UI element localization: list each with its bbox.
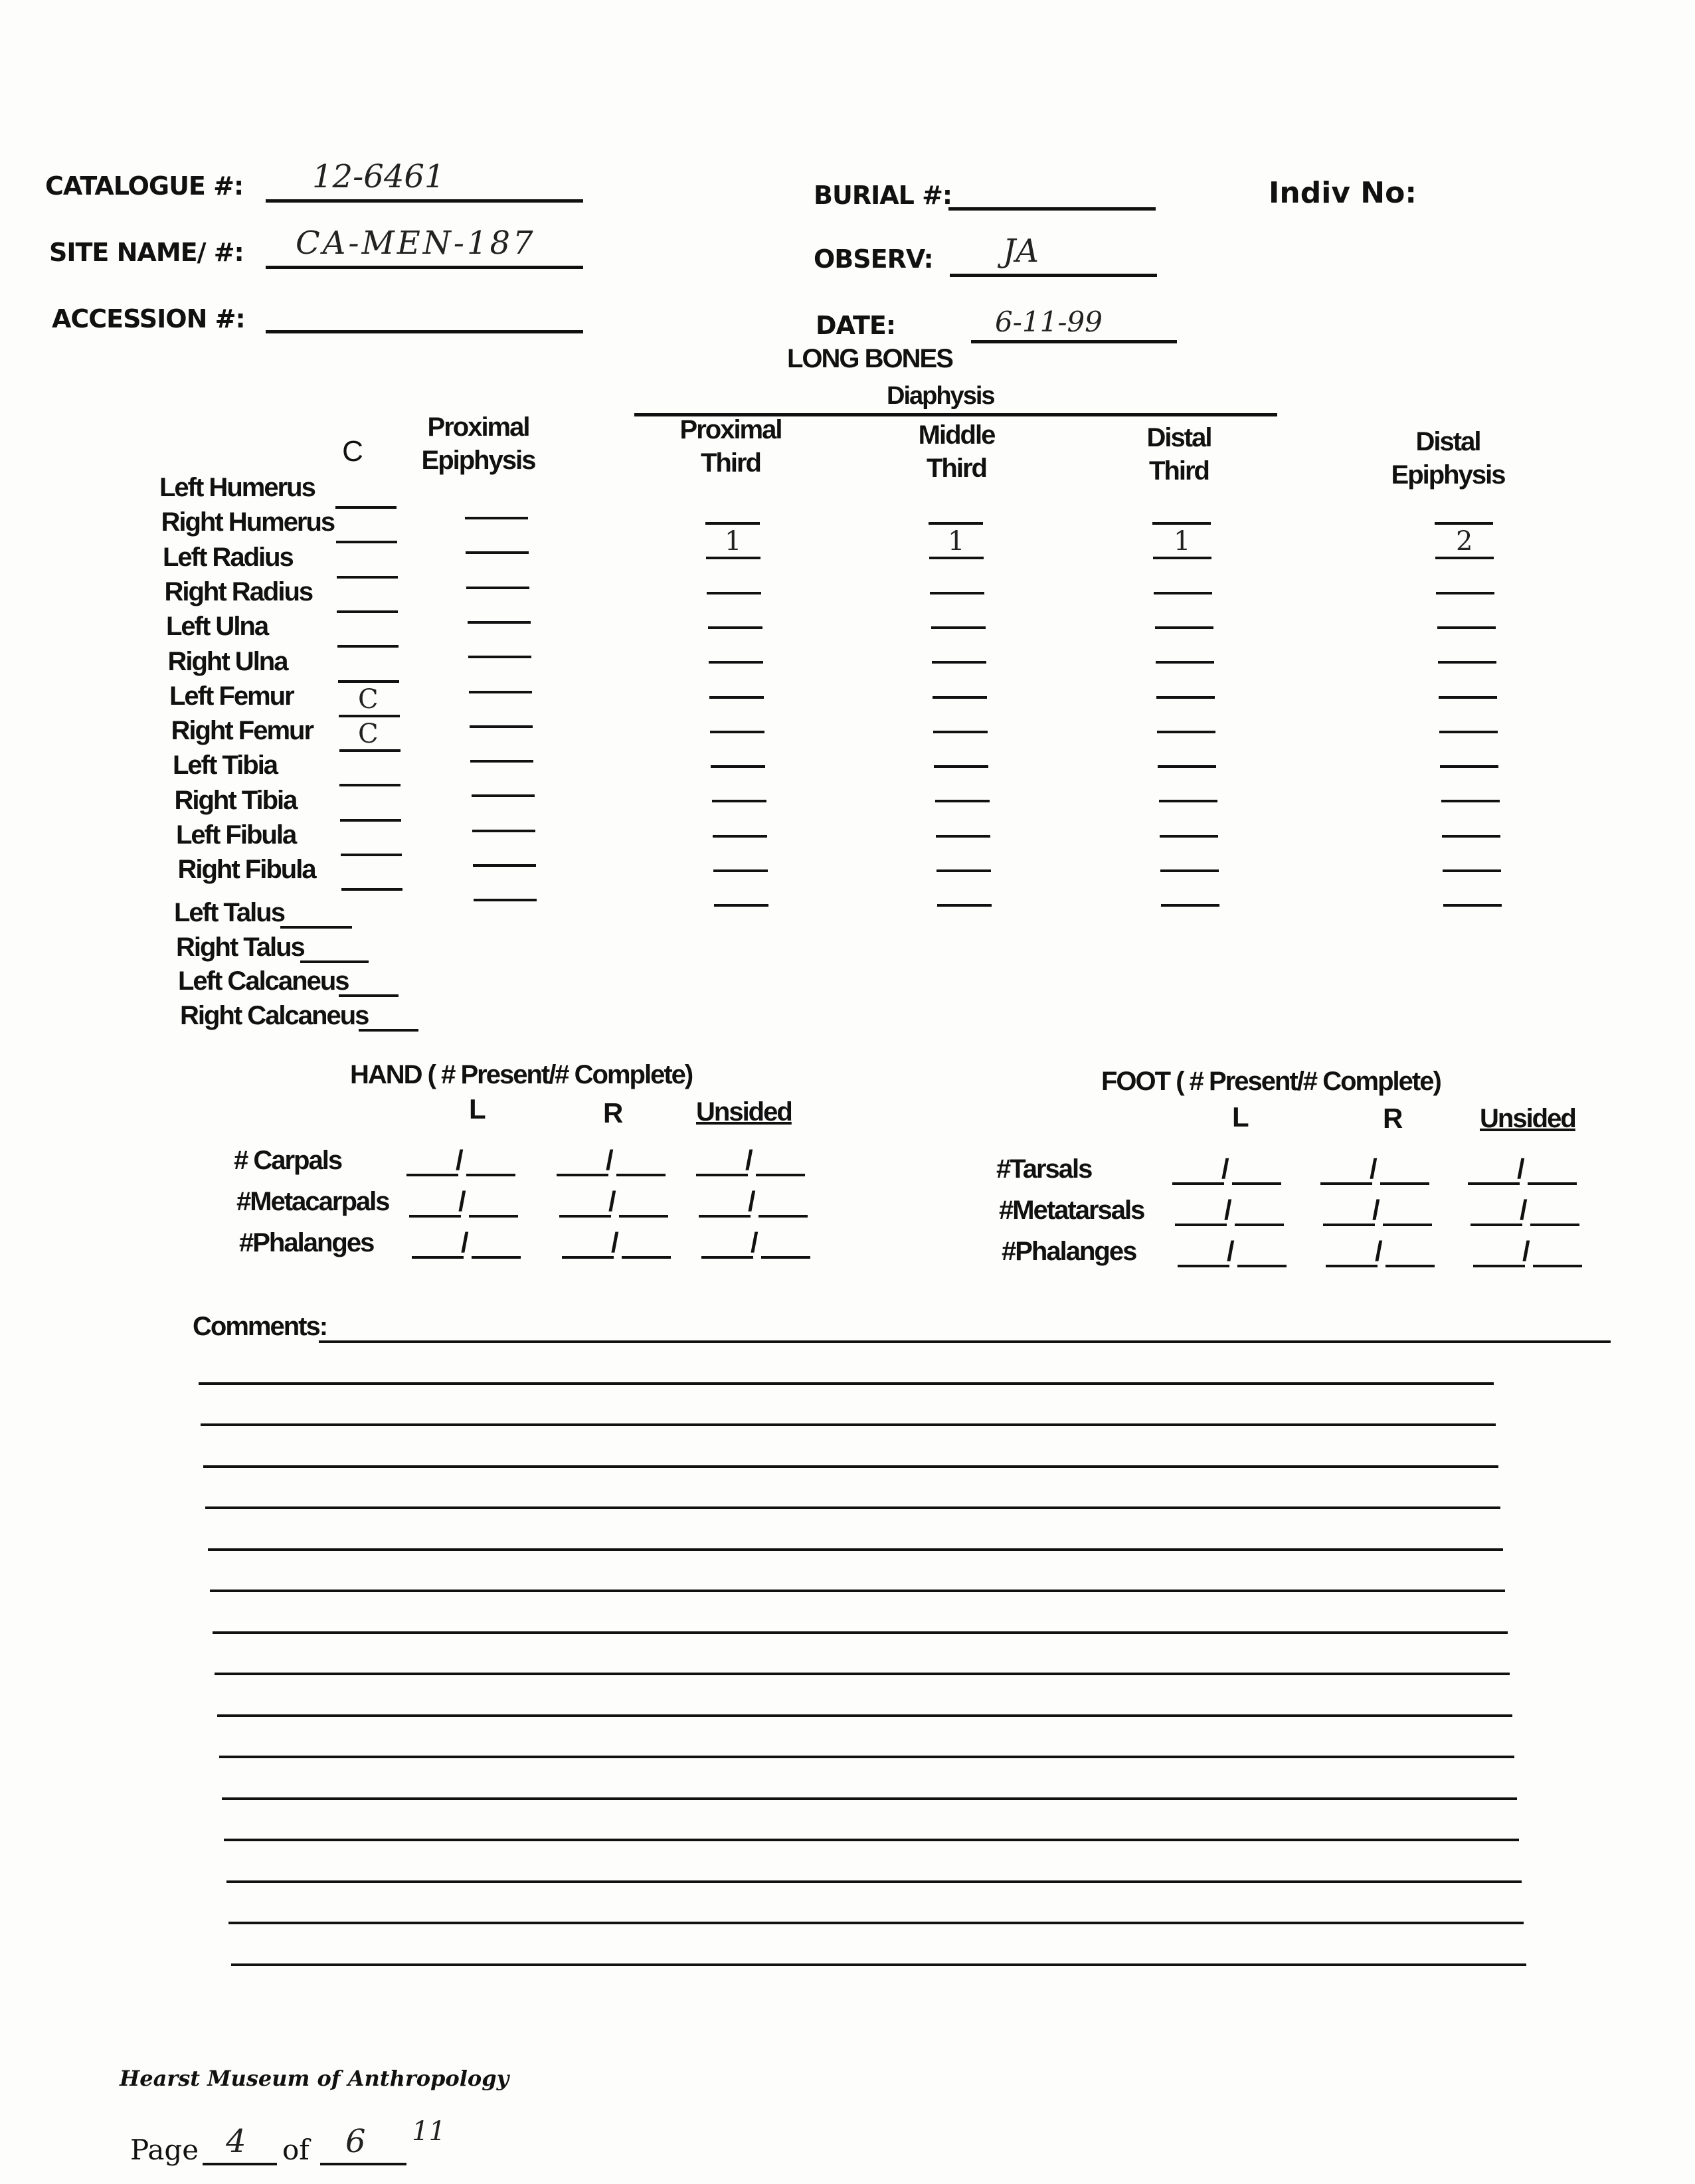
comment-line[interactable]: [201, 1423, 1496, 1426]
foot-complete-entry[interactable]: [1385, 1265, 1435, 1267]
slash-divider: /: [461, 1227, 469, 1258]
observ-field-line[interactable]: [950, 274, 1157, 277]
bone-entry-de[interactable]: [1441, 800, 1500, 802]
hand-complete-entry[interactable]: [622, 1256, 671, 1259]
comment-line[interactable]: [199, 1382, 1494, 1385]
foot-present-entry[interactable]: [1323, 1224, 1375, 1226]
bone-entry-pt[interactable]: [707, 592, 761, 594]
hand-unsided-header: Unsided: [696, 1097, 792, 1127]
hand-present-entry[interactable]: [412, 1256, 464, 1259]
hand-present-entry[interactable]: [406, 1174, 458, 1176]
bone-entry-c[interactable]: [337, 610, 398, 613]
bone-entry-pt[interactable]: [712, 800, 766, 802]
bone-entry-de[interactable]: [1442, 835, 1500, 838]
bone-row-label: Right Femur: [171, 716, 313, 746]
bone-entry-pe[interactable]: [470, 725, 533, 728]
bone-entry-de[interactable]: [1435, 522, 1493, 525]
bone-row-label: Left Tibia: [173, 751, 278, 780]
foot-row-label: #Metatarsals: [999, 1196, 1144, 1225]
catalogue-label: CATALOGUE #:: [45, 171, 244, 201]
bone-entry-pe[interactable]: [466, 551, 529, 554]
bone-entry-value[interactable]: 2: [1456, 526, 1473, 557]
bone-entry-pt[interactable]: [714, 904, 768, 907]
hand-complete-entry[interactable]: [619, 1215, 668, 1218]
bone-entry-pe[interactable]: [468, 656, 531, 658]
comment-line[interactable]: [226, 1880, 1522, 1883]
comment-line[interactable]: [224, 1839, 1519, 1841]
bone-entry-dt[interactable]: [1156, 696, 1215, 699]
accession-label: ACCESSION #:: [52, 304, 245, 333]
foot-complete-entry[interactable]: [1530, 1224, 1579, 1226]
foot-row-label: #Phalanges: [1002, 1237, 1136, 1266]
bone-entry-value[interactable]: 1: [1174, 526, 1191, 557]
foot-unsided-header: Unsided: [1480, 1104, 1575, 1133]
bone-entry-dt[interactable]: [1161, 904, 1219, 907]
page-total-line[interactable]: [320, 2163, 406, 2165]
comment-line[interactable]: [208, 1548, 1503, 1551]
of-label: of: [282, 2134, 310, 2166]
short-row-label: Right Calcaneus: [180, 1000, 369, 1030]
bone-entry-pt[interactable]: [706, 557, 760, 559]
bone-entry-dt[interactable]: [1155, 626, 1213, 629]
bone-entry-dt[interactable]: [1158, 765, 1216, 768]
slash-divider: /: [1227, 1235, 1235, 1267]
bone-row-label: Left Radius: [163, 542, 293, 572]
hand-complete-entry[interactable]: [472, 1256, 521, 1259]
hand-complete-entry[interactable]: [469, 1215, 518, 1218]
page-number-value[interactable]: 4: [226, 2123, 246, 2160]
short-row-entry[interactable]: [300, 960, 369, 963]
foot-complete-entry[interactable]: [1237, 1265, 1287, 1267]
accession-field-line[interactable]: [266, 330, 583, 333]
date-field-line[interactable]: [971, 340, 1177, 343]
indiv-label: Indiv No:: [1269, 176, 1417, 210]
comment-line[interactable]: [217, 1714, 1512, 1717]
comment-line[interactable]: [205, 1506, 1500, 1509]
foot-complete-entry[interactable]: [1383, 1224, 1432, 1226]
comment-line[interactable]: [203, 1465, 1498, 1468]
bone-entry-pe[interactable]: [470, 760, 533, 763]
bone-entry-de[interactable]: [1439, 731, 1498, 733]
hand-complete-entry[interactable]: [761, 1256, 810, 1259]
bone-row-label: Right Ulna: [167, 646, 288, 676]
bone-entry-mt[interactable]: [935, 800, 990, 802]
slash-divider: /: [606, 1144, 614, 1176]
bone-entry-value[interactable]: C: [358, 719, 379, 750]
foot-l-header: L: [1232, 1101, 1248, 1133]
bone-entry-pe[interactable]: [469, 691, 532, 693]
bone-entry-pt[interactable]: [713, 835, 767, 838]
hand-complete-entry[interactable]: [466, 1174, 515, 1176]
col-c: C: [342, 435, 362, 468]
bone-entry-pt[interactable]: [709, 696, 764, 699]
bone-entry-mt[interactable]: [931, 626, 986, 629]
page-number-line[interactable]: [203, 2163, 277, 2165]
comment-line[interactable]: [219, 1756, 1514, 1758]
bone-entry-pe[interactable]: [474, 899, 537, 901]
short-row-entry[interactable]: [339, 994, 399, 997]
hand-present-entry[interactable]: [696, 1174, 748, 1176]
bone-entry-c[interactable]: [337, 645, 399, 648]
date-label: DATE:: [816, 311, 896, 340]
bone-entry-mt[interactable]: [937, 869, 991, 872]
comment-line[interactable]: [228, 1922, 1524, 1924]
trailing-mark: 11: [412, 2116, 446, 2147]
bone-entry-pt[interactable]: [709, 661, 763, 664]
short-row-entry[interactable]: [280, 926, 352, 929]
slash-divider: /: [458, 1186, 466, 1217]
bone-entry-c[interactable]: [340, 819, 401, 822]
site-field-line[interactable]: [266, 266, 583, 269]
comment-line[interactable]: [213, 1631, 1508, 1634]
bone-entry-c[interactable]: [337, 576, 398, 579]
foot-present-entry[interactable]: [1326, 1265, 1378, 1267]
hand-complete-entry[interactable]: [756, 1174, 805, 1176]
bone-entry-mt[interactable]: [932, 661, 986, 664]
foot-r-header: R: [1383, 1103, 1402, 1134]
museum-name: Hearst Museum of Anthropology: [120, 2066, 509, 2091]
burial-label: BURIAL #:: [814, 181, 952, 210]
foot-present-entry[interactable]: [1468, 1182, 1520, 1185]
bone-entry-c[interactable]: [335, 506, 397, 509]
foot-present-entry[interactable]: [1471, 1224, 1522, 1226]
bone-entry-pe[interactable]: [468, 621, 531, 624]
burial-field-line[interactable]: [948, 207, 1156, 211]
slash-divider: /: [1517, 1153, 1525, 1184]
page-label: Page: [130, 2134, 199, 2166]
hand-row-label: #Metacarpals: [236, 1187, 389, 1216]
foot-complete-entry[interactable]: [1533, 1265, 1582, 1267]
bone-entry-c[interactable]: [341, 888, 402, 891]
bone-entry-c[interactable]: [339, 784, 401, 786]
bone-entry-pt[interactable]: [713, 869, 768, 872]
bone-entry-de[interactable]: [1439, 696, 1497, 699]
hand-row-label: # Carpals: [234, 1146, 342, 1175]
hand-complete-entry[interactable]: [616, 1174, 666, 1176]
foot-complete-entry[interactable]: [1380, 1182, 1429, 1185]
slash-divider: /: [751, 1227, 758, 1258]
col-distal-epiphysis: Distal Epiphysis: [1391, 427, 1505, 490]
bone-entry-mt[interactable]: [929, 522, 983, 525]
bone-row-label: Left Femur: [169, 681, 294, 711]
foot-complete-entry[interactable]: [1235, 1224, 1284, 1226]
bone-entry-pe[interactable]: [472, 830, 535, 832]
bone-row-label: Left Fibula: [176, 820, 296, 850]
bone-entry-pe[interactable]: [473, 864, 536, 867]
slash-divider: /: [1224, 1194, 1232, 1226]
bone-entry-dt[interactable]: [1154, 592, 1212, 594]
slash-divider: /: [1372, 1194, 1380, 1226]
diaphysis-label: Diaphysis: [887, 382, 994, 410]
bone-entry-c[interactable]: [338, 680, 399, 683]
bone-entry-de[interactable]: [1438, 661, 1496, 664]
slash-divider: /: [748, 1186, 756, 1217]
bone-entry-mt[interactable]: [934, 765, 988, 768]
hand-complete-entry[interactable]: [758, 1215, 808, 1218]
foot-title: FOOT ( # Present/# Complete): [1101, 1067, 1441, 1096]
bone-entry-pe[interactable]: [466, 587, 529, 589]
bone-entry-pe[interactable]: [465, 517, 528, 519]
foot-present-entry[interactable]: [1178, 1265, 1229, 1267]
bone-entry-pt[interactable]: [711, 765, 765, 768]
bone-entry-dt[interactable]: [1160, 835, 1218, 838]
bone-entry-de[interactable]: [1443, 869, 1501, 872]
bone-row-label: Right Radius: [164, 577, 313, 606]
bone-entry-c[interactable]: [341, 854, 402, 856]
slash-divider: /: [1520, 1194, 1528, 1226]
col-middle-third: Middle Third: [918, 420, 995, 483]
catalogue-field-line[interactable]: [266, 199, 583, 203]
bone-entry-de[interactable]: [1443, 904, 1502, 907]
bone-entry-pe[interactable]: [472, 794, 535, 797]
slash-divider: /: [1375, 1235, 1383, 1267]
bone-entry-dt[interactable]: [1156, 661, 1214, 664]
foot-row-label: #Tarsals: [996, 1154, 1092, 1184]
bone-entry-mt[interactable]: [930, 592, 984, 594]
comments-label: Comments:: [193, 1312, 327, 1341]
hand-present-entry[interactable]: [699, 1215, 751, 1218]
foot-present-entry[interactable]: [1175, 1224, 1227, 1226]
hand-present-entry[interactable]: [562, 1256, 614, 1259]
bone-entry-value[interactable]: C: [358, 683, 379, 715]
hand-title: HAND ( # Present/# Complete): [350, 1060, 693, 1089]
bone-row-label: Left Humerus: [159, 473, 315, 502]
hand-present-entry[interactable]: [701, 1256, 753, 1259]
comment-line[interactable]: [222, 1797, 1517, 1800]
col-proximal-epiphysis: Proximal Epiphysis: [421, 412, 535, 475]
bone-entry-mt[interactable]: [929, 557, 984, 559]
short-row-label: Left Talus: [174, 898, 284, 927]
short-row-entry[interactable]: [359, 1029, 418, 1032]
bone-entry-value[interactable]: 1: [948, 526, 965, 557]
bone-entry-mt[interactable]: [937, 904, 992, 907]
bone-entry-pt[interactable]: [708, 626, 762, 629]
foot-present-entry[interactable]: [1473, 1265, 1525, 1267]
bone-entry-dt[interactable]: [1159, 800, 1217, 802]
bone-entry-mt[interactable]: [933, 731, 988, 733]
slash-divider: /: [745, 1144, 753, 1176]
hand-present-entry[interactable]: [557, 1174, 608, 1176]
observ-label: OBSERV:: [814, 244, 933, 274]
bone-entry-de[interactable]: [1436, 592, 1494, 594]
bone-entry-de[interactable]: [1437, 626, 1496, 629]
comment-line[interactable]: [231, 1963, 1526, 1966]
short-row-label: Right Talus: [176, 932, 304, 962]
bone-entry-pt[interactable]: [705, 522, 760, 525]
col-proximal-third: Proximal Third: [679, 415, 782, 478]
bone-entry-dt[interactable]: [1160, 869, 1219, 872]
bone-entry-value[interactable]: 1: [725, 526, 742, 557]
hand-r-header: R: [603, 1097, 622, 1129]
hand-row-label: #Phalanges: [239, 1228, 374, 1257]
bone-entry-dt[interactable]: [1153, 557, 1211, 559]
date-value[interactable]: 6-11-99: [995, 306, 1103, 338]
slash-divider: /: [608, 1186, 616, 1217]
bone-row-label: Right Tibia: [174, 785, 297, 815]
bone-row-label: Right Fibula: [177, 855, 315, 885]
short-row-label: Left Calcaneus: [178, 966, 349, 996]
slash-divider: /: [1522, 1235, 1530, 1267]
bone-entry-de[interactable]: [1440, 765, 1498, 768]
page-total-value[interactable]: 6: [345, 2123, 366, 2160]
site-label: SITE NAME/ #:: [49, 238, 244, 267]
foot-present-entry[interactable]: [1172, 1182, 1224, 1185]
slash-divider: /: [611, 1227, 619, 1258]
site-value[interactable]: CA-MEN-187: [296, 225, 536, 262]
catalogue-value[interactable]: 12-6461: [312, 158, 445, 195]
slash-divider: /: [456, 1144, 464, 1176]
bone-entry-mt[interactable]: [933, 696, 987, 699]
hand-l-header: L: [469, 1093, 485, 1125]
comment-line[interactable]: [319, 1340, 1611, 1343]
col-distal-third: Distal Third: [1146, 423, 1211, 486]
long-bones-title: LONG BONES: [787, 344, 952, 373]
slash-divider: /: [1221, 1153, 1229, 1184]
bone-entry-de[interactable]: [1435, 557, 1494, 559]
bone-entry-mt[interactable]: [936, 835, 990, 838]
comment-line[interactable]: [210, 1590, 1505, 1592]
bone-row-label: Left Ulna: [166, 612, 268, 642]
hand-present-entry[interactable]: [559, 1215, 611, 1218]
foot-present-entry[interactable]: [1320, 1182, 1372, 1185]
bone-entry-c[interactable]: [339, 715, 400, 717]
bone-row-label: Right Humerus: [161, 507, 335, 537]
bone-entry-c[interactable]: [336, 541, 397, 543]
foot-complete-entry[interactable]: [1232, 1182, 1281, 1185]
bone-entry-pt[interactable]: [710, 731, 764, 733]
hand-present-entry[interactable]: [409, 1215, 461, 1218]
slash-divider: /: [1370, 1153, 1378, 1184]
bone-entry-dt[interactable]: [1152, 522, 1211, 525]
foot-complete-entry[interactable]: [1528, 1182, 1577, 1185]
observ-value[interactable]: JA: [1003, 232, 1039, 270]
bone-entry-dt[interactable]: [1157, 731, 1215, 733]
comment-line[interactable]: [215, 1673, 1510, 1675]
bone-entry-c[interactable]: [339, 749, 401, 752]
